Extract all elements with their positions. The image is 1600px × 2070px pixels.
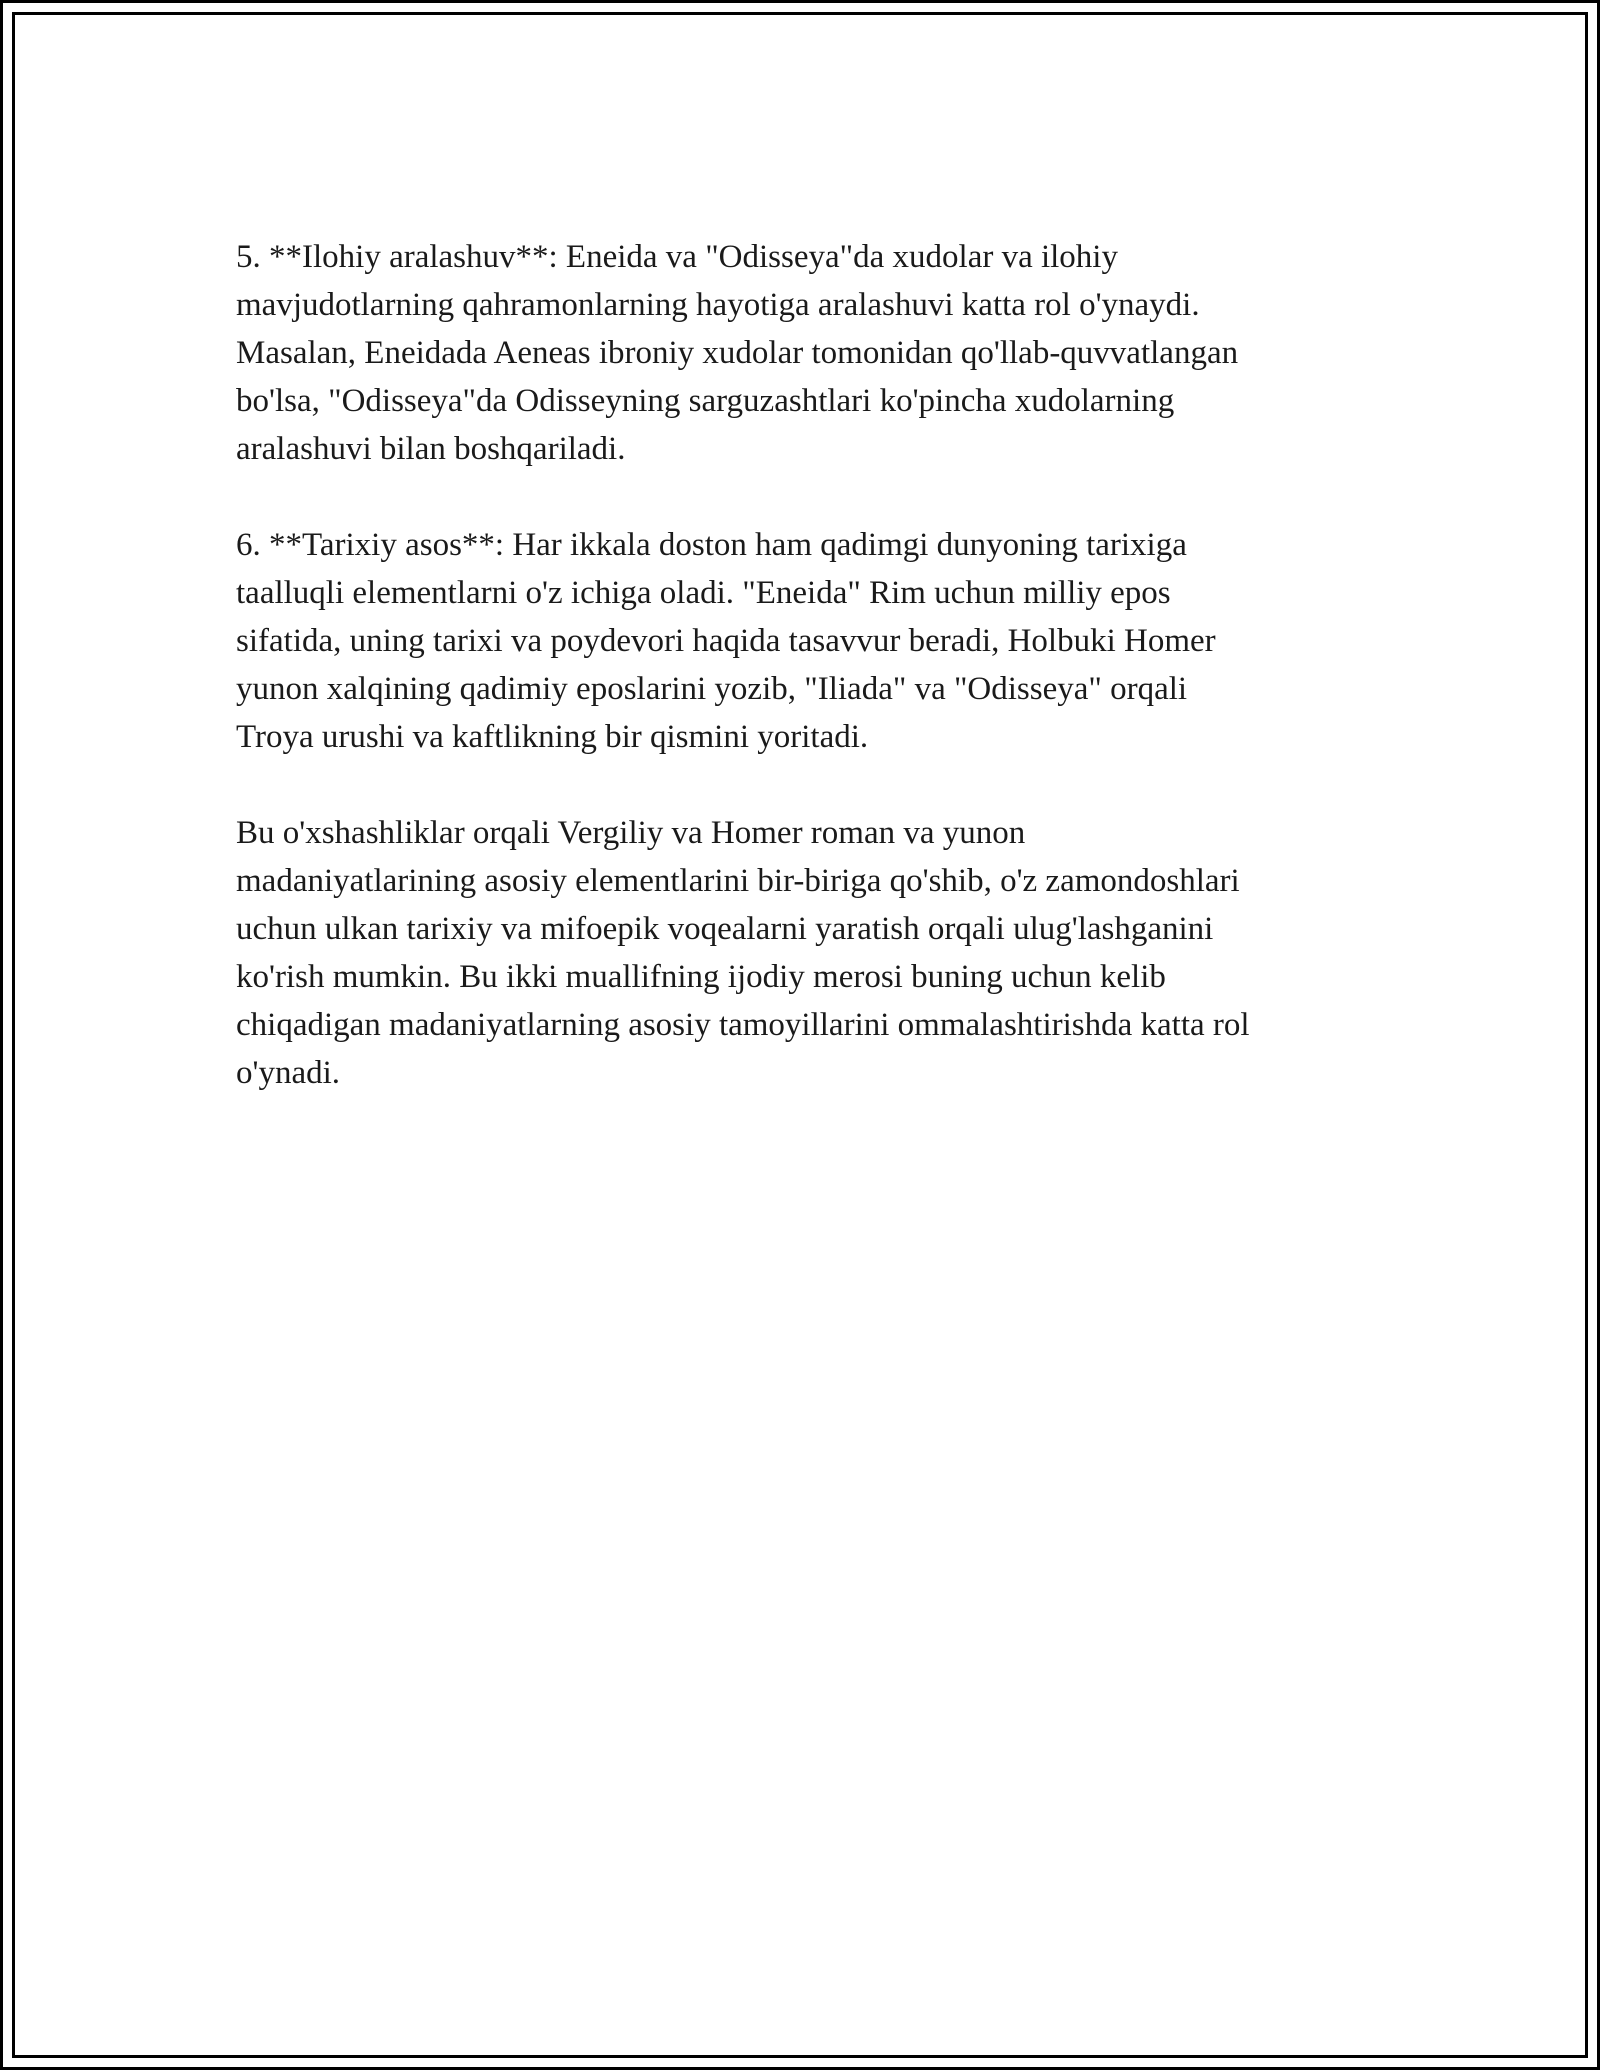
text-line: Bu o'xshashliklar orqali Vergiliy va Homer roman va yunon [236, 815, 1026, 851]
text-line: yunon xalqining qadimiy eposlarini yozib, "Iliada" va "Odisseya" orqali [236, 671, 1188, 707]
paragraph-divine-intervention [236, 233, 1386, 473]
text-line: chiqadigan madaniyatlarning asosiy tamoyillarini ommalashtirishda katta rol [236, 1007, 1250, 1043]
text-line: taalluqli elementlarni o'z ichiga oladi. "Eneida" Rim uchun milliy epos [236, 575, 1171, 611]
paragraph-historical-basis [236, 521, 1386, 761]
text-line: Masalan, Eneidada Aeneas ibroniy xudolar tomonidan qo'llab-quvvatlangan [236, 335, 1239, 371]
text-line: mavjudotlarning qahramonlarning hayotiga aralashuvi katta rol o'ynaydi. [236, 287, 1200, 323]
text-line: uchun ulkan tarixiy va mifoepik voqealarni yaratish orqali ulug'lashganini [236, 911, 1214, 947]
text-line: Troya urushi va kaftlikning bir qismini yoritadi. [236, 719, 869, 755]
text-line: 6. **Tarixiy asos**: Har ikkala doston ham qadimgi dunyoning tarixiga [236, 527, 1187, 563]
paragraph-conclusion [236, 809, 1386, 1097]
text-line: ko'rish mumkin. Bu ikki muallifning ijodiy merosi buning uchun kelib [236, 959, 1166, 995]
text-line: o'ynadi. [236, 1055, 341, 1091]
text-line: 5. **Ilohiy aralashuv**: Eneida va "Odisseya"da xudolar va ilohiy [236, 239, 1118, 275]
text-line: madaniyatlarining asosiy elementlarini bir-biriga qo'shib, o'z zamondoshlari [236, 863, 1240, 899]
text-line: sifatida, uning tarixi va poydevori haqida tasavvur beradi, Holbuki Homer [236, 623, 1216, 659]
text-line: aralashuvi bilan boshqariladi. [236, 431, 626, 467]
document-body [236, 233, 1386, 1145]
text-line: bo'lsa, "Odisseya"da Odisseyning sarguzashtlari ko'pincha xudolarning [236, 383, 1175, 419]
